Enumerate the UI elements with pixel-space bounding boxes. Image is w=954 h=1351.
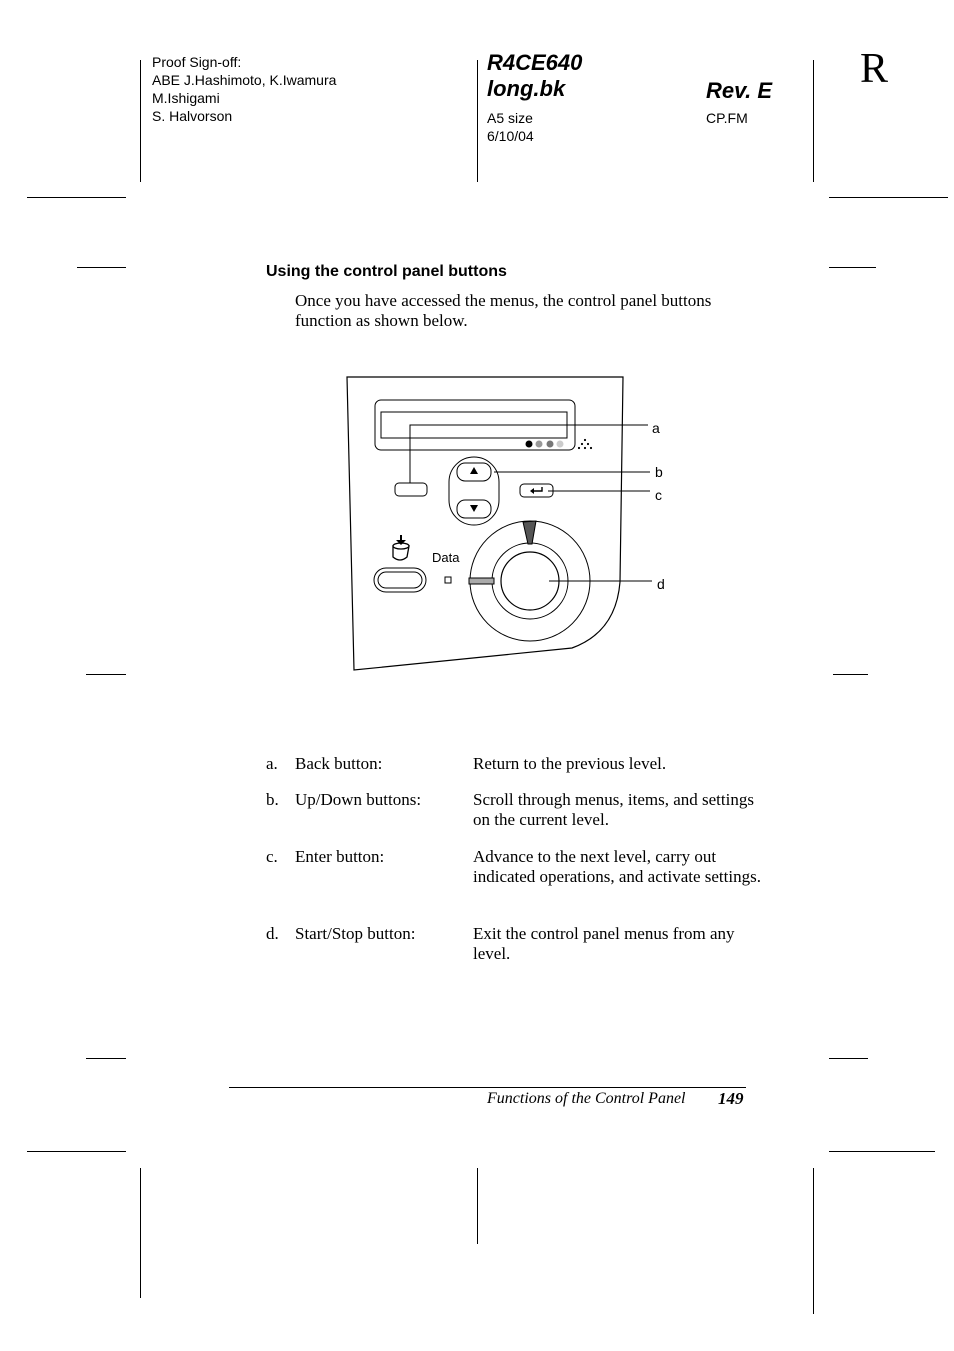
item-description: Exit the control panel menus from any level. — [473, 924, 735, 963]
crop-mark — [86, 674, 126, 675]
back-button — [395, 483, 427, 496]
footer-rule — [229, 1087, 746, 1088]
revision: Rev. E — [706, 78, 773, 103]
crop-mark — [140, 60, 141, 182]
item-description: Scroll through menus, items, and settings on the current level. — [473, 790, 754, 829]
crop-mark — [86, 1058, 126, 1059]
proof-signoff — [152, 53, 336, 125]
footer-title: Functions of the Control Panel — [487, 1090, 686, 1107]
up-arrow-icon — [470, 467, 478, 474]
item-name: Start/Stop button: — [295, 924, 416, 943]
proof-date: 6/10/04 — [487, 128, 534, 144]
control-panel-diagram — [340, 370, 680, 685]
crop-mark — [833, 674, 868, 675]
section-heading: Using the control panel buttons — [266, 263, 507, 280]
status-dot — [526, 441, 533, 448]
start-stop-indicator — [523, 521, 536, 544]
enter-icon-arrow — [530, 488, 534, 494]
toner-icon — [578, 439, 592, 449]
data-light — [445, 577, 451, 583]
callout-label-c: c — [655, 487, 662, 503]
item-letter: a. — [266, 754, 278, 773]
cancel-job-button-inner — [378, 572, 422, 588]
callout-line-a — [410, 425, 648, 483]
callout-label-d: d — [657, 576, 665, 592]
callout-label-b: b — [655, 464, 663, 480]
item-letter: d. — [266, 924, 279, 943]
data-light-label: Data — [432, 550, 460, 565]
doc-code-block — [487, 50, 582, 102]
crop-mark — [477, 1168, 478, 1244]
crop-mark — [829, 267, 876, 268]
item-name: Back button: — [295, 754, 383, 773]
doc-code: R4CE640 — [487, 50, 583, 75]
crop-mark — [77, 267, 126, 268]
item-letter: b. — [266, 790, 279, 809]
status-dot — [547, 441, 554, 448]
intro-text: Once you have accessed the menus, the control panel buttons function as shown below. — [295, 291, 712, 330]
down-arrow-icon — [470, 505, 478, 512]
crop-mark — [140, 1168, 141, 1298]
item-name: Up/Down buttons: — [295, 790, 422, 809]
item-name: Enter button: — [295, 847, 385, 866]
crop-mark — [27, 197, 126, 198]
start-stop-status-bar — [469, 578, 494, 584]
crop-mark — [829, 1151, 935, 1152]
control-panel-illustration — [340, 370, 680, 680]
crop-mark — [813, 60, 814, 182]
proof-line: ABE J.Hashimoto, K.Iwamura — [152, 72, 337, 88]
proof-line: M.Ishigami — [152, 90, 220, 106]
panel-outline — [347, 377, 623, 670]
book-name: long.bk — [487, 76, 566, 101]
side-mark: R — [860, 46, 889, 92]
file-name: CP.FM — [706, 110, 748, 126]
crop-mark — [829, 197, 948, 198]
proof-line: S. Halvorson — [152, 108, 233, 124]
status-dot — [557, 441, 564, 448]
proof-line: Proof Sign-off: — [152, 54, 242, 70]
crop-mark — [829, 1058, 868, 1059]
status-dot — [536, 441, 543, 448]
item-description: Advance to the next level, carry out indicated operations, and activate settings. — [473, 847, 761, 886]
item-description: Return to the previous level. — [473, 754, 667, 773]
page-number: 149 — [718, 1089, 744, 1108]
callout-label-a: a — [652, 420, 660, 436]
item-letter: c. — [266, 847, 278, 866]
crop-mark — [813, 1168, 814, 1314]
crop-mark — [27, 1151, 126, 1152]
crop-mark — [477, 60, 478, 182]
cancel-job-icon — [393, 535, 409, 560]
page-size: A5 size — [487, 110, 533, 126]
